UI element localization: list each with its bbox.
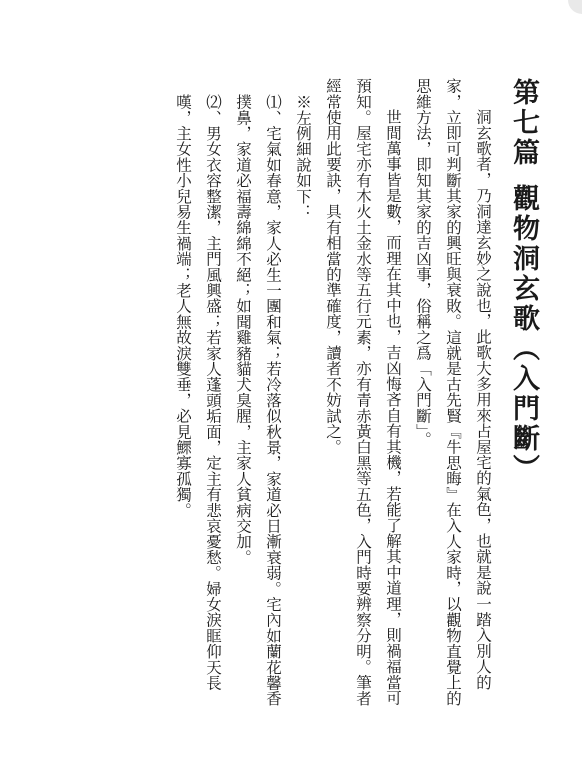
note-heading: ※左例細說如下：: [294, 93, 312, 220]
paragraph-intro: 洞玄歌者，乃洞達玄妙之說也，此歌大多用來占屋宅的氣色，也就是說一踏入別人的家，立即可判斷其家的興旺與衰敗。這就是古先賢『牛思晦』在入人家時，以觀物直覺上的思維方法，即知其家的吉凶事，俗稱之爲「入門斷」。: [414, 78, 492, 706]
chapter-heading: [508, 78, 538, 718]
list-item-2: ⑵、男女衣容整潔，主門風興盛；若家人蓬頭垢面，定主有悲哀憂愁。婦女淚眶仰天長嘆，主女性小兒易生禍端；老人無故淚雙垂，必見鰥寡孤獨。: [174, 93, 222, 691]
list-item-1: ⑴、宅氣如春意，家人必生一團和氣；若冷落似秋景，家道必日漸衰弱。宅內如蘭花馨香撲鼻，家道必福壽綿綿不絕；如聞雞豬貓犬臭腥，主家人貧病交加。: [234, 93, 282, 706]
chapter-title-text: 觀物洞玄歌（入門斷）: [508, 184, 539, 484]
page-corner-shadow: [568, 0, 582, 14]
vertical-text-block: [168, 78, 538, 718]
paragraph-numbers: 世間萬事皆是數，而理在其中也，吉凶悔吝自有其機，若能了解其中道理，則禍福當可預知。屋宅亦有木火土金水等五行元素，亦有青赤黃白黑等五色，入門時要辨察分明。筆者經常使用此要訣，具有相當的準確度，讀者不妨試之。: [324, 78, 402, 706]
chapter-number: 第七篇: [508, 78, 539, 168]
